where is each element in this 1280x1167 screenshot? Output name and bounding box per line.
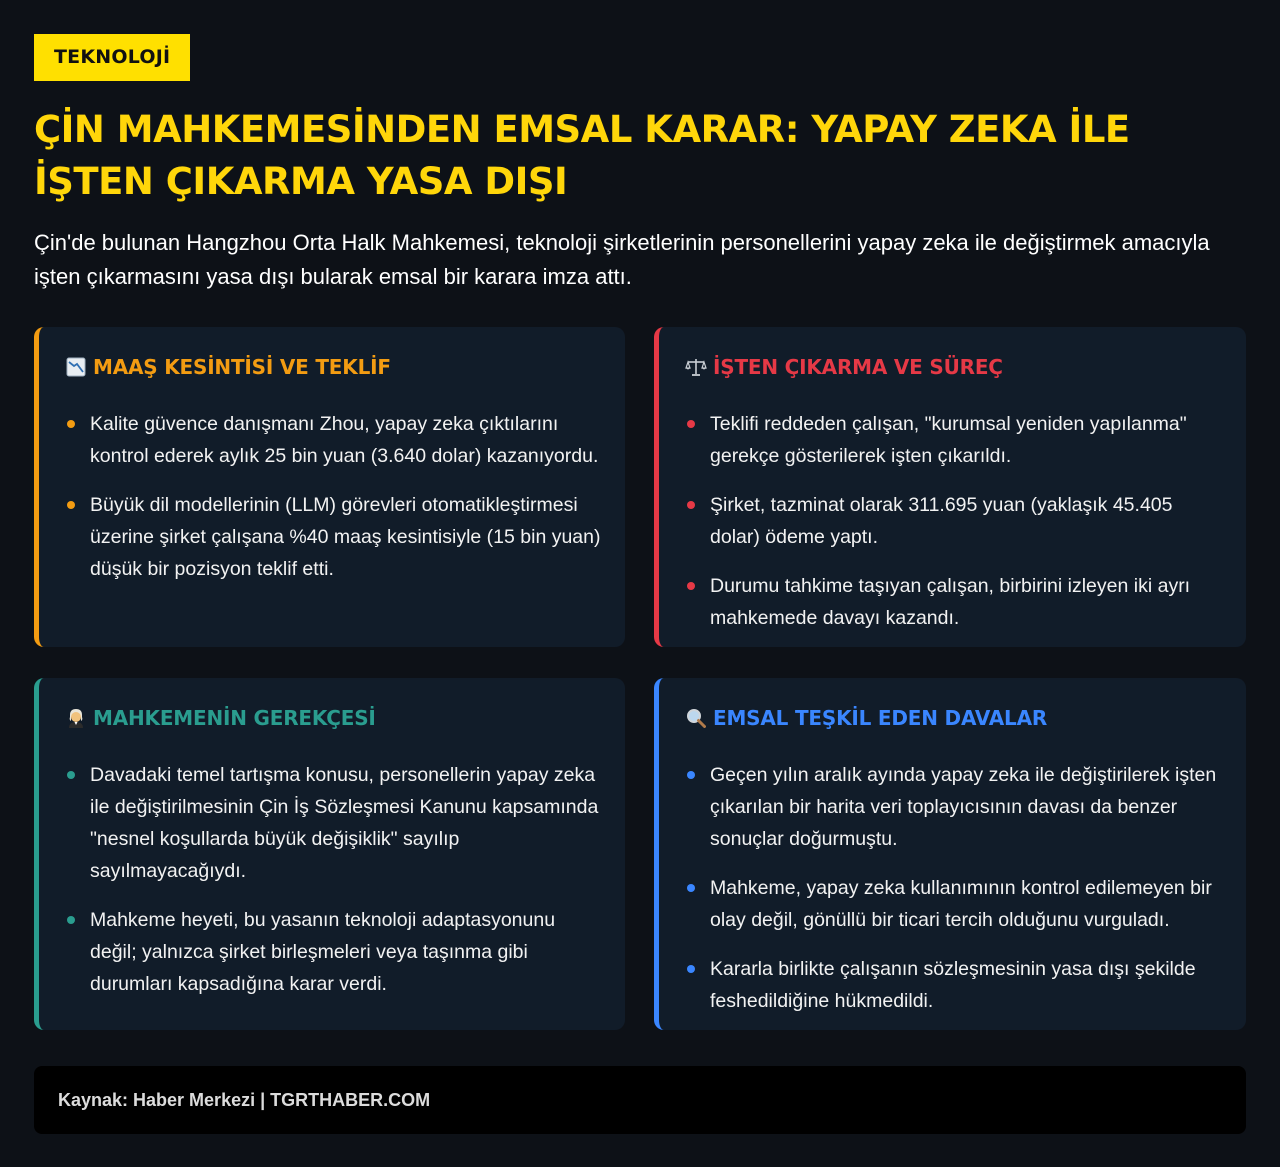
bullet-dot: [687, 582, 695, 590]
scales-icon: [685, 356, 707, 378]
card-list: [65, 759, 603, 1000]
list-item: Kalite güvence danışmanı Zhou, yapay zeka çıktılarını kontrol ederek aylık 25 bin yuan (3.640 dolar) kazanıyordu.: [65, 408, 603, 472]
list-item: Büyük dil modellerinin (LLM) görevleri otomatikleştirmesi üzerine şirket çalışana %40 maaş kesintisiyle (15 bin yuan) düşük bir pozisyon teklif etti.: [65, 489, 603, 585]
list-item: Kararla birlikte çalışanın sözleşmesinin yasa dışı şekilde feshedildiğine hükmedildi.: [685, 953, 1224, 1017]
card-dismissal-process: [654, 327, 1246, 647]
card-precedent-cases: [654, 678, 1246, 1030]
lead-paragraph: Çin'de bulunan Hangzhou Orta Halk Mahkemesi, teknoloji şirketlerinin personellerini yapay zeka ile değiştirmek amacıyla işten çıkarmasını yasa dışı bularak emsal bir karara imza attı.: [34, 230, 1210, 289]
magnifier-icon: [685, 707, 707, 729]
judge-icon: [65, 707, 87, 729]
list-item: Geçen yılın aralık ayında yapay zeka ile değiştirilerek işten çıkarılan bir harita veri toplayıcısının davası da benzer sonuçlar doğurmuştu.: [685, 759, 1224, 855]
bullet-dot: [687, 501, 695, 509]
card-title: MAHKEMENİN GEREKÇESİ: [93, 706, 376, 730]
card-court-reasoning: [34, 678, 625, 1030]
card-list: [685, 408, 1224, 634]
list-item: Şirket, tazminat olarak 311.695 yuan (yaklaşık 45.405 dolar) ödeme yaptı.: [685, 489, 1224, 553]
bullet-dot: [687, 884, 695, 892]
card-list: [65, 408, 603, 585]
card-salary-cut: [34, 327, 625, 647]
card-title: MAAŞ KESİNTİSİ VE TEKLİF: [93, 355, 391, 379]
bullet-dot: [67, 916, 75, 924]
chart-down-icon: [65, 356, 87, 378]
card-header: [65, 354, 603, 380]
list-item: Durumu tahkime taşıyan çalışan, birbirini izleyen iki ayrı mahkemede davayı kazandı.: [685, 570, 1224, 634]
category-badge: TEKNOLOJİ: [34, 34, 190, 81]
list-item: Mahkeme, yapay zeka kullanımının kontrol edilemeyen bir olay değil, gönüllü bir ticari tercih olduğunu vurguladı.: [685, 872, 1224, 936]
list-item: Davadaki temel tartışma konusu, personellerin yapay zeka ile değiştirilmesinin Çin İş Sözleşmesi Kanunu kapsamında "nesnel koşullarda büyük değişiklik" sayılıp sayılmayacağıydı.: [65, 759, 603, 887]
bullet-dot: [687, 420, 695, 428]
bullet-dot: [67, 771, 75, 779]
bullet-dot: [687, 965, 695, 973]
card-header: [685, 705, 1224, 731]
list-item: Teklifi reddeden çalışan, "kurumsal yeniden yapılanma" gerekçe gösterilerek işten çıkarıldı.: [685, 408, 1224, 472]
source-footer: Kaynak: Haber Merkezi | TGRTHABER.COM: [34, 1066, 1246, 1134]
bullet-dot: [67, 420, 75, 428]
card-header: [65, 705, 603, 731]
bullet-dot: [67, 501, 75, 509]
bullet-dot: [687, 771, 695, 779]
card-list: [685, 759, 1224, 1017]
headline: ÇİN MAHKEMESİNDEN EMSAL KARAR: YAPAY ZEKA İLE İŞTEN ÇIKARMA YASA DIŞI: [34, 108, 1130, 203]
card-header: [685, 354, 1224, 380]
list-item: Mahkeme heyeti, bu yasanın teknoloji adaptasyonunu değil; yalnızca şirket birleşmeleri veya taşınma gibi durumları kapsadığına karar verdi.: [65, 904, 603, 1000]
card-title: EMSAL TEŞKİL EDEN DAVALAR: [713, 706, 1048, 730]
card-title: İŞTEN ÇIKARMA VE SÜREÇ: [713, 355, 1003, 379]
